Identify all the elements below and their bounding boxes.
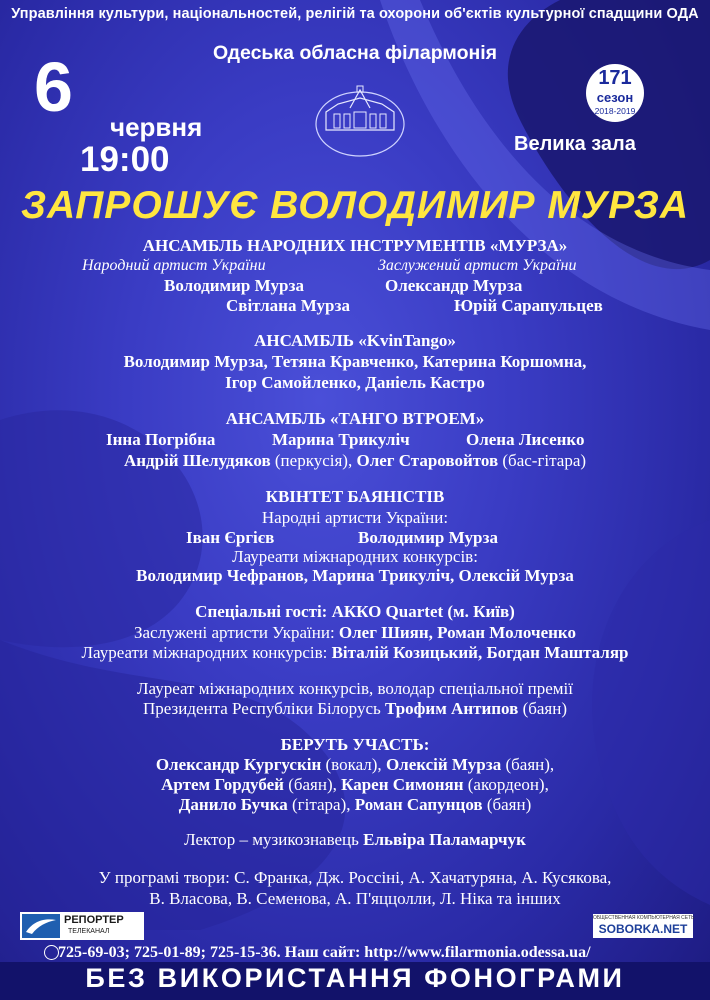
participant-name: Артем Гордубей [161,775,284,794]
season-badge [586,64,644,122]
ensemble2-members-line: Володимир Мурза, Тетяна Кравченко, Катерина Коршомна, [123,352,587,371]
participants-line [0,775,710,795]
program-line: В. Власова, В. Семенова, А. П'яццолли, Л. Ніка та інших [149,889,561,908]
ensemble3-member: Олена Лисенко [466,430,585,449]
soborka-net-logo [593,914,693,938]
quintet-member: Володимир Мурза [358,528,498,547]
lecturer-name: Ельвіра Паламарчук [363,830,526,849]
event-day: 6 [34,48,73,126]
event-time: 19:00 [80,140,170,179]
soborka-logo-subtext: ОБЩЕСТВЕННАЯ КОМПЬЮТЕРНАЯ СЕТЬ [593,915,695,921]
event-month: червня [110,112,203,142]
participant-role: (гітара), [287,795,355,814]
lecturer-line [0,830,710,850]
reporter-tv-logo [20,912,144,940]
participant-name: Олександр Кургускін [155,755,322,774]
guests-laureates-label: Лауреати міжнародних конкурсів: [81,643,332,662]
ensemble3-role: (перкусія), [270,451,357,470]
participants-line [0,795,710,815]
quintet-laureates-label: Лауреати міжнародних конкурсів: [232,547,478,566]
guests-laureates-names: Віталій Козицький, Богдан Машталяр [331,643,629,662]
philharmonic-building-emblem [314,80,406,160]
ensemble2-title: АНСАМБЛЬ «KvinTango» [254,331,456,350]
season-label: сезон [596,90,634,105]
quintet-laureates-line: Володимир Чефранов, Марина Трикуліч, Олексій Мурза [136,566,574,585]
program-line: У програмі твори: С. Франка, Дж. Россіні, А. Хачатуряна, А. Кусякова, [98,868,612,887]
laureate-instrument: (баян) [518,699,568,718]
ensemble1-member: Володимир Мурза [164,276,304,295]
philharmonic-title: Одеська обласна філармонія [212,42,498,64]
participant-role: (акордеон), [463,775,549,794]
participant-role: (баян), [501,755,555,774]
ensemble3-member: Марина Трикуліч [272,430,410,449]
ensemble1-member: Світлана Мурза [226,296,351,315]
ensemble1-honored-artist-label: Заслужений артист України [378,257,577,274]
reporter-logo-subtext: ТЕЛЕКАНАЛ [68,928,110,935]
guests-title: Спеціальні гості: АККО Quartet (м. Київ) [195,602,515,621]
ensemble3-role: (бас-гітара) [498,451,587,470]
ensemble3-member: Інна Погрібна [106,430,216,449]
ensemble3-member: Андрій Шелудяков [123,451,271,470]
reporter-logo-text: РЕПОРТЕР [64,914,124,926]
participant-name: Карен Симонян [341,775,464,794]
organizer-line: Управління культури, національностей, релігій та охорони об'єктів культурної спадщини ОДА [11,6,699,22]
lecturer-label: Лектор – музикознавець [184,830,364,849]
participant-name: Роман Сапунцов [354,795,483,814]
guests-laureates-line [0,643,710,663]
no-playback-notice: БЕЗ ВИКОРИСТАННЯ ФОНОГРАМИ [85,963,625,993]
laureate-prefix: Президента Республіки Білорусь [142,699,386,718]
participant-name: Олексій Мурза [385,755,502,774]
contacts-line: 725-69-03; 725-01-89; 725-15-36. Наш сайт: http://www.filarmonia.odessa.ua/ [58,944,591,961]
guests-honored-names: Олег Шиян, Роман Молоченко [338,623,576,642]
quintet-folk-artists-label: Народні артисти України: [261,508,449,527]
participants-line [0,755,710,775]
season-years: 2018-2019 [594,106,636,116]
participants-title: БЕРУТЬ УЧАСТЬ: [280,735,430,754]
reporter-swoosh-icon [22,914,60,938]
ensemble1-title: АНСАМБЛЬ НАРОДНИХ ІНСТРУМЕНТІВ «МУРЗА» [142,236,568,255]
ensemble3-member: Олег Старовойтов [356,451,499,470]
participant-role: (баян), [283,775,342,794]
hall-name: Велика зала [514,133,636,155]
laureate-line: Лауреат міжнародних конкурсів, володар спеціальної премії [136,679,573,698]
participant-role: (баян) [482,795,532,814]
ensemble1-member: Юрій Сарапульцев [454,296,603,315]
phone-icon [44,945,59,960]
guests-honored-line [0,623,710,643]
guests-honored-label: Заслужені артисти України: [134,623,339,642]
laureate-name: Трофим Антипов [385,699,519,718]
ensemble3-members-line [0,451,710,471]
headline: ЗАПРОШУЄ ВОЛОДИМИР МУРЗА [21,184,689,227]
ensemble1-folk-artist-label: Народний артист України [82,257,266,274]
laureate-line [0,699,710,719]
season-number: 171 [598,67,632,89]
ensemble2-members-line: Ігор Самойленко, Даніель Кастро [225,373,485,392]
participant-role: (вокал), [321,755,386,774]
quintet-member: Іван Єргієв [186,528,275,547]
soborka-logo-text: SOBORKA.NET [598,922,688,936]
participant-name: Данило Бучка [178,795,288,814]
ensemble3-title: АНСАМБЛЬ «ТАНГО ВТРОЕМ» [225,409,485,428]
quintet-title: КВІНТЕТ БАЯНІСТІВ [265,487,445,506]
ensemble1-member: Олександр Мурза [385,276,523,295]
